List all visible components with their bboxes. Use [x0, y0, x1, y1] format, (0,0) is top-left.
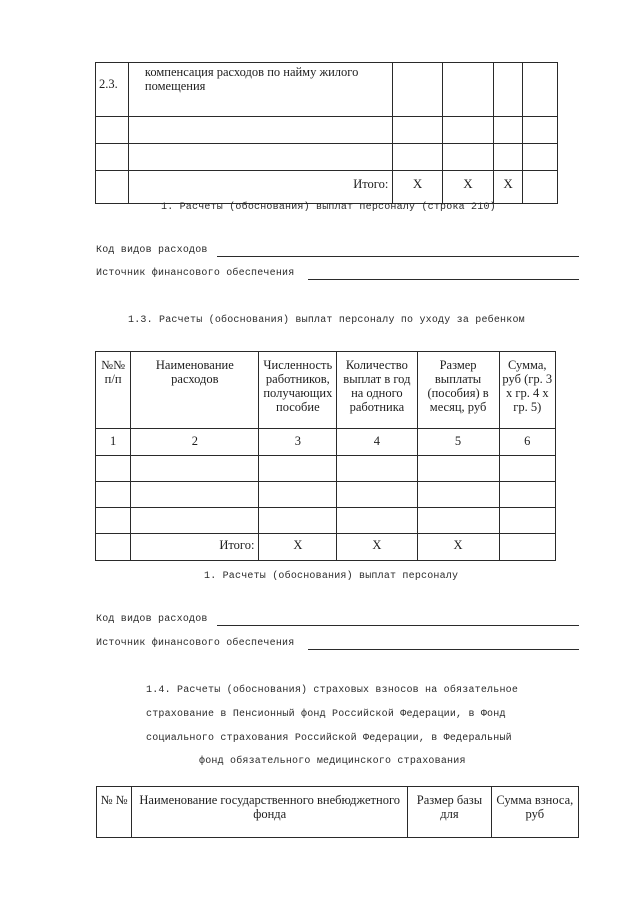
- table-row: [96, 117, 558, 144]
- total-label: Итого:: [128, 171, 392, 204]
- header-row: [96, 352, 556, 429]
- header-cell: Размер выплаты (пособия) в месяц, руб: [417, 352, 499, 429]
- table-cell: [494, 144, 523, 171]
- table-cell: [96, 456, 131, 482]
- table-row: [96, 63, 558, 117]
- column-number-row: [96, 429, 556, 456]
- table-cell: [522, 63, 557, 117]
- table-cell: [96, 534, 131, 561]
- row-number: 2.3.: [96, 63, 129, 117]
- section-caption-1-4-line-3: социального страхования Российской Федерации, в Федеральный: [146, 733, 512, 744]
- source-field-line[interactable]: [308, 649, 579, 650]
- source-field-line[interactable]: [308, 279, 579, 280]
- total-row: [96, 171, 558, 204]
- x-mark: X: [417, 534, 499, 561]
- column-number: 6: [499, 429, 555, 456]
- table-cell: [442, 63, 493, 117]
- header-row: [97, 787, 579, 838]
- header-cell: Количество выплат в год на одного работника: [337, 352, 417, 429]
- table-cell: [96, 144, 129, 171]
- total-label: Итого:: [131, 534, 259, 561]
- kod-field-line[interactable]: [217, 625, 579, 626]
- table-cell: [96, 508, 131, 534]
- table-cell: [393, 63, 442, 117]
- section-caption-1-4-line-1: 1.4. Расчеты (обоснования) страховых взносов на обязательное: [146, 685, 519, 696]
- x-mark: X: [393, 171, 442, 204]
- section-caption: 1. Расчеты (обоснования) выплат персоналу (строка 210): [161, 202, 496, 213]
- source-label: Источник финансового обеспечения: [96, 638, 295, 649]
- table-cell: [499, 508, 555, 534]
- x-mark: X: [337, 534, 417, 561]
- total-row: [96, 534, 556, 561]
- table-cell: [494, 63, 523, 117]
- table-cell: [494, 117, 523, 144]
- header-cell: Наименование государственного внебюджетного фонда: [132, 787, 408, 838]
- column-number: 3: [259, 429, 337, 456]
- table-cell: [522, 117, 557, 144]
- header-cell: Наименование расходов: [131, 352, 259, 429]
- x-mark: X: [259, 534, 337, 561]
- table-cell: [259, 482, 337, 508]
- kod-label: Код видов расходов: [96, 614, 208, 625]
- header-cell: №№ п/п: [96, 352, 131, 429]
- table-cell: [128, 144, 392, 171]
- table-cell: [128, 117, 392, 144]
- table-cell: [499, 534, 555, 561]
- table-cell: [417, 456, 499, 482]
- column-number: 4: [337, 429, 417, 456]
- table-cell: [393, 144, 442, 171]
- table-cell: [259, 456, 337, 482]
- table-cell: [96, 117, 129, 144]
- table-cell: [442, 144, 493, 171]
- table-cell: [442, 117, 493, 144]
- table-1-4: [96, 786, 579, 838]
- row-name: компенсация расходов по найму жилого помещения: [128, 63, 392, 117]
- header-cell: Сумма взноса, руб: [491, 787, 578, 838]
- header-cell: Размер базы для: [408, 787, 491, 838]
- table-cell: [96, 482, 131, 508]
- table-1-3: [95, 351, 556, 561]
- table-row: [96, 508, 556, 534]
- source-label: Источник финансового обеспечения: [96, 268, 295, 279]
- table-cell: [131, 508, 259, 534]
- header-cell: Сумма, руб (гр. 3 х гр. 4 х гр. 5): [499, 352, 555, 429]
- section-caption-1-4-line-2: страхование в Пенсионный фонд Российской Федерации, в Фонд: [146, 709, 506, 720]
- column-number: 2: [131, 429, 259, 456]
- table-cell: [131, 482, 259, 508]
- column-number: 5: [417, 429, 499, 456]
- table-cell: [417, 508, 499, 534]
- table-cell: [259, 508, 337, 534]
- table-cell: [337, 482, 417, 508]
- table-cell: [522, 144, 557, 171]
- table-cell: [337, 508, 417, 534]
- section-caption-1-4-line-4: фонд обязательного медицинского страхования: [199, 756, 466, 767]
- table-cell: [522, 171, 557, 204]
- x-mark: X: [442, 171, 493, 204]
- header-cell: Численность работников, получающих пособие: [259, 352, 337, 429]
- kod-label: Код видов расходов: [96, 245, 208, 256]
- table-2-3: [95, 62, 558, 204]
- table-cell: [499, 482, 555, 508]
- table-cell: [499, 456, 555, 482]
- kod-field-line[interactable]: [217, 256, 579, 257]
- table-cell: [393, 117, 442, 144]
- x-mark: X: [494, 171, 523, 204]
- table-row: [96, 456, 556, 482]
- table-cell: [337, 456, 417, 482]
- table-row: [96, 482, 556, 508]
- section-caption: 1. Расчеты (обоснования) выплат персоналу: [204, 571, 459, 582]
- table-cell: [131, 456, 259, 482]
- table-cell: [96, 171, 129, 204]
- header-cell: № №: [97, 787, 132, 838]
- column-number: 1: [96, 429, 131, 456]
- section-caption-1-3: 1.3. Расчеты (обоснования) выплат персоналу по уходу за ребенком: [128, 315, 525, 326]
- table-row: [96, 144, 558, 171]
- table-cell: [417, 482, 499, 508]
